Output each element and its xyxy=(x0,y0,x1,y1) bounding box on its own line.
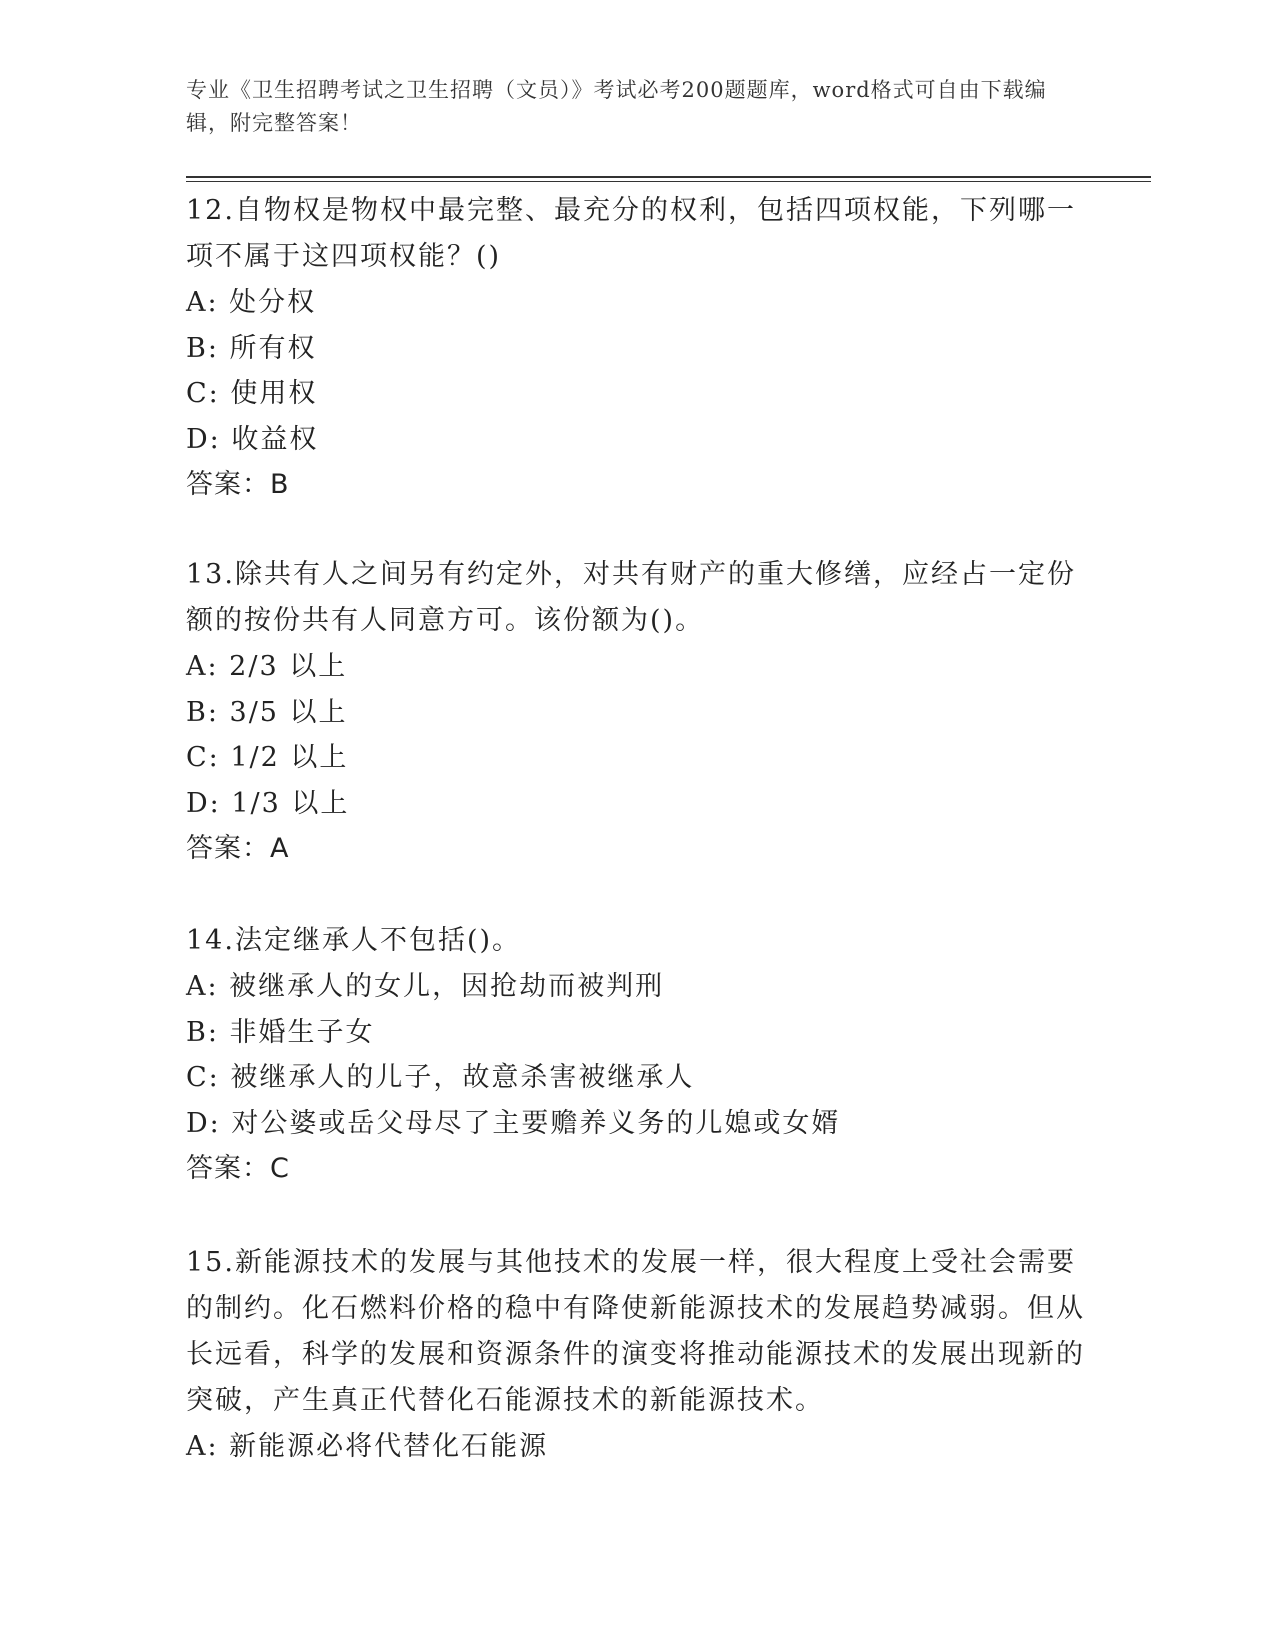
option-c: C: 1/2 以上 xyxy=(186,742,349,773)
answer-line: 答案：C xyxy=(186,1153,290,1184)
question-14 xyxy=(186,918,1086,1192)
question-15 xyxy=(186,1240,1086,1470)
option-a: A: 2/3 以上 xyxy=(186,651,348,682)
header-divider-thin xyxy=(186,181,1151,182)
option-c: C: 被继承人的儿子，故意杀害被继承人 xyxy=(186,1062,695,1093)
option-d: D: 1/3 以上 xyxy=(186,787,350,819)
answer-line: 答案：B xyxy=(186,469,290,500)
option-a: A: 处分权 xyxy=(186,287,317,318)
answer-line: 答案：A xyxy=(186,833,290,864)
option-a: A: 被继承人的女儿，因抢劫而被判刑 xyxy=(186,971,665,1002)
header-divider-thick xyxy=(186,176,1151,178)
option-b: B: 3/5 以上 xyxy=(186,696,348,728)
option-c: C: 使用权 xyxy=(186,378,318,409)
question-stem: 12.自物权是物权中最完整、最充分的权利，包括四项权能，下列哪一项不属于这四项权能？() xyxy=(186,195,1076,272)
option-b: B: 非婚生子女 xyxy=(186,1016,375,1048)
question-12 xyxy=(186,188,1086,508)
question-stem: 15.新能源技术的发展与其他技术的发展一样，很大程度上受社会需要的制约。化石燃料价格的稳中有降使新能源技术的发展趋势减弱。但从长远看，科学的发展和资源条件的演变将推动能源技术的发展出现新的突破，产生真正代替化石能源技术的新能源技术。 xyxy=(186,1247,1085,1416)
question-stem: 14.法定继承人不包括()。 xyxy=(186,925,522,956)
document-header: 专业《卫生招聘考试之卫生招聘（文员）》考试必考200题题库，word格式可自由下载编辑，附完整答案！ xyxy=(186,78,1047,135)
option-a: A: 新能源必将代替化石能源 xyxy=(186,1431,549,1462)
option-d: D: 对公婆或岳父母尽了主要赡养义务的儿媳或女婿 xyxy=(186,1107,841,1139)
option-d: D: 收益权 xyxy=(186,423,319,455)
question-13 xyxy=(186,552,1086,872)
question-stem: 13.除共有人之间另有约定外，对共有财产的重大修缮，应经占一定份额的按份共有人同意方可。该份额为()。 xyxy=(186,559,1076,636)
option-b: B: 所有权 xyxy=(186,332,317,364)
